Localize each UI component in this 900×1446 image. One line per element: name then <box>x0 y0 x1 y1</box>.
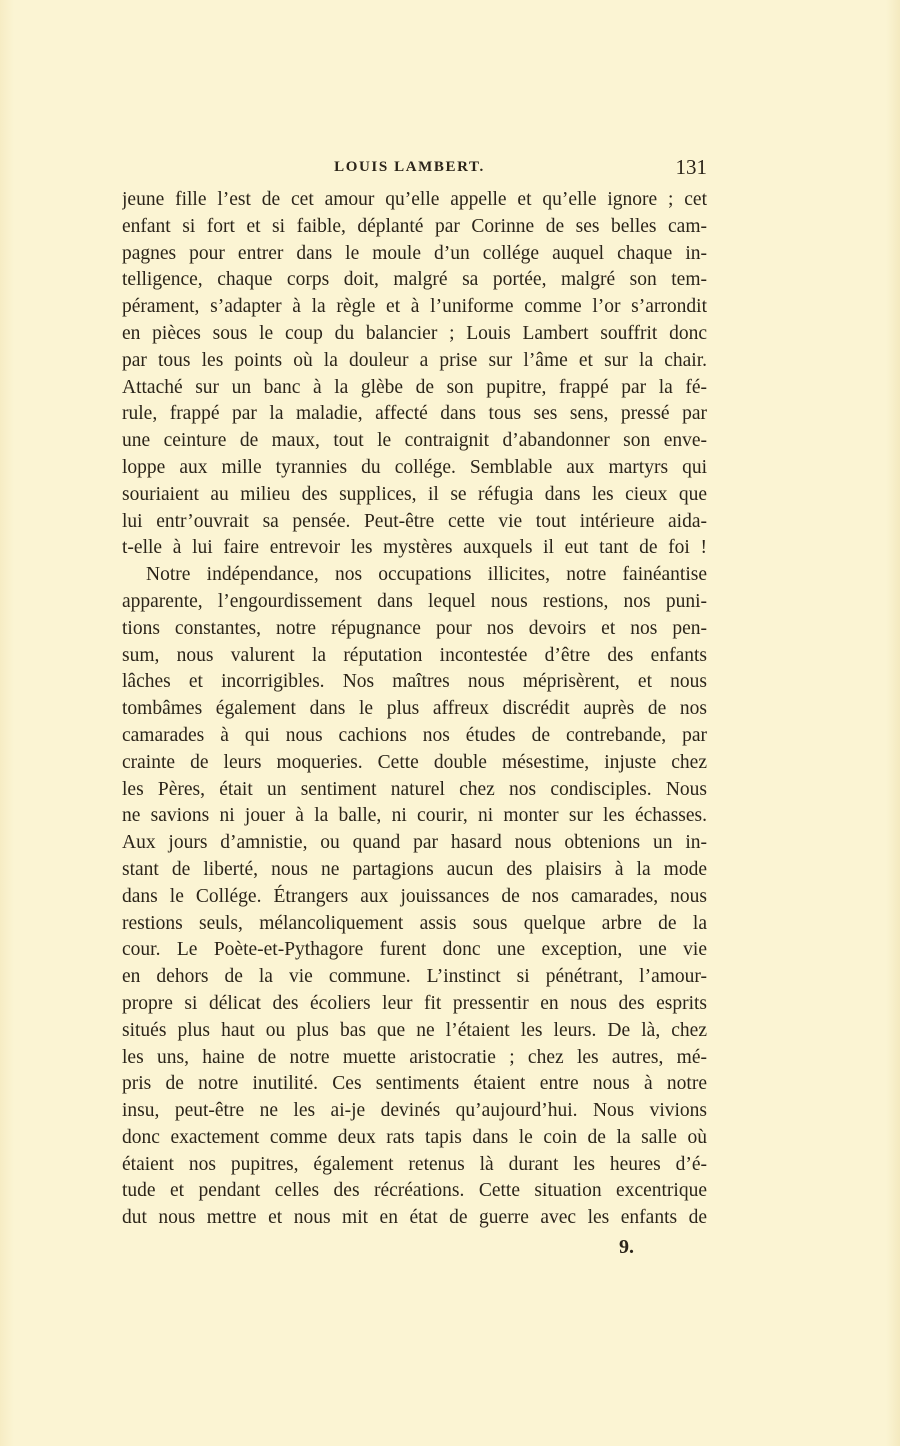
paragraph <box>122 187 707 562</box>
text-line: cour. Le Poète-et-Pythagore furent donc une exception, une vie <box>122 939 707 961</box>
text-line: telligence, chaque corps doit, malgré sa portée, malgré son tem- <box>122 269 707 291</box>
text-line: t-elle à lui faire entrevoir les mystères auxquels il eut tant de foi ! <box>122 537 707 559</box>
text-line: lui entr’ouvrait sa pensée. Peut-être cette vie tout intérieure aida- <box>122 510 707 532</box>
text-line: Attaché sur un banc à la glèbe de son pupitre, frappé par la fé- <box>122 376 707 398</box>
text-line: lâches et incorrigibles. Nos maîtres nous méprisèrent, et nous <box>122 671 707 693</box>
text-line: tions constantes, notre répugnance pour nos devoirs et nos pen- <box>122 617 707 639</box>
text-line: en dehors de la vie commune. L’instinct si pénétrant, l’amour- <box>122 966 707 988</box>
text-line: rule, frappé par la maladie, affecté dans tous ses sens, pressé par <box>122 403 707 425</box>
paragraph <box>122 562 707 1232</box>
text-line: insu, peut-être ne les ai-je devinés qu’aujourd’hui. Nous vivions <box>122 1100 707 1122</box>
text-line: enfant si fort et si faible, déplanté par Corinne de ses belles cam- <box>122 215 707 237</box>
text-line: stant de liberté, nous ne partagions aucun des plaisirs à la mode <box>122 858 707 880</box>
text-line: jeune fille l’est de cet amour qu’elle appelle et qu’elle ignore ; cet <box>122 189 707 210</box>
text-line: par tous les points où la douleur a prise sur l’âme et sur la chair. <box>122 349 707 371</box>
text-line: souriaient au milieu des supplices, il se réfugia dans les cieux que <box>122 483 707 505</box>
text-line: les uns, haine de notre muette aristocratie ; chez les autres, mé- <box>122 1046 707 1068</box>
text-line: pris de notre inutilité. Ces sentiments étaient entre nous à notre <box>122 1073 707 1095</box>
text-line: situés plus haut ou plus bas que ne l’étaient les leurs. De là, chez <box>122 1019 707 1041</box>
text-line: Notre indépendance, nos occupations illicites, notre fainéantise <box>146 564 707 586</box>
text-line: donc exactement comme deux rats tapis dans le coin de la salle où <box>122 1126 707 1148</box>
page-number: 131 <box>675 155 707 179</box>
text-line: camarades à qui nous cachions nos études de contrebande, par <box>122 724 707 746</box>
text-line: apparente, l’engourdissement dans lequel nous restions, nos puni- <box>122 590 707 612</box>
text-line: loppe aux mille tyrannies du collége. Semblable aux martyrs qui <box>122 456 707 478</box>
text-line: dut nous mettre et nous mit en état de guerre avec les enfants de <box>122 1207 707 1229</box>
text-line: dans le Collége. Étrangers aux jouissances de nos camarades, nous <box>122 885 707 907</box>
text-line: en pièces sous le coup du balancier ; Louis Lambert souffrit donc <box>122 322 707 344</box>
body-text <box>122 187 707 1232</box>
running-head <box>122 155 707 179</box>
signature-mark: 9. <box>619 1236 634 1258</box>
text-line: étaient nos pupitres, également retenus là durant les heures d’é- <box>122 1153 707 1175</box>
running-title: LOUIS LAMBERT. <box>334 159 485 175</box>
text-line: Aux jours d’amnistie, ou quand par hasard nous obtenions un in- <box>122 832 707 854</box>
text-line: pérament, s’adapter à la règle et à l’uniforme comme l’or s’arrondit <box>122 296 707 318</box>
text-line: tude et pendant celles des récréations. Cette situation excentrique <box>122 1180 707 1202</box>
text-line: propre si délicat des écoliers leur fit pressentir en nous des esprits <box>122 992 707 1014</box>
text-line: les Pères, était un sentiment naturel chez nos condisciples. Nous <box>122 778 707 800</box>
text-line: tombâmes également dans le plus affreux discrédit auprès de nos <box>122 698 707 720</box>
text-line: ne savions ni jouer à la balle, ni courir, ni monter sur les échasses. <box>122 805 707 827</box>
text-line: restions seuls, mélancoliquement assis sous quelque arbre de la <box>122 912 707 934</box>
text-line: crainte de leurs moqueries. Cette double mésestime, injuste chez <box>122 751 707 773</box>
text-line: sum, nous valurent la réputation incontestée d’être des enfants <box>122 644 707 666</box>
text-line: une ceinture de maux, tout le contraignit d’abandonner son enve- <box>122 430 707 452</box>
text-line: pagnes pour entrer dans le moule d’un collége auquel chaque in- <box>122 242 707 264</box>
